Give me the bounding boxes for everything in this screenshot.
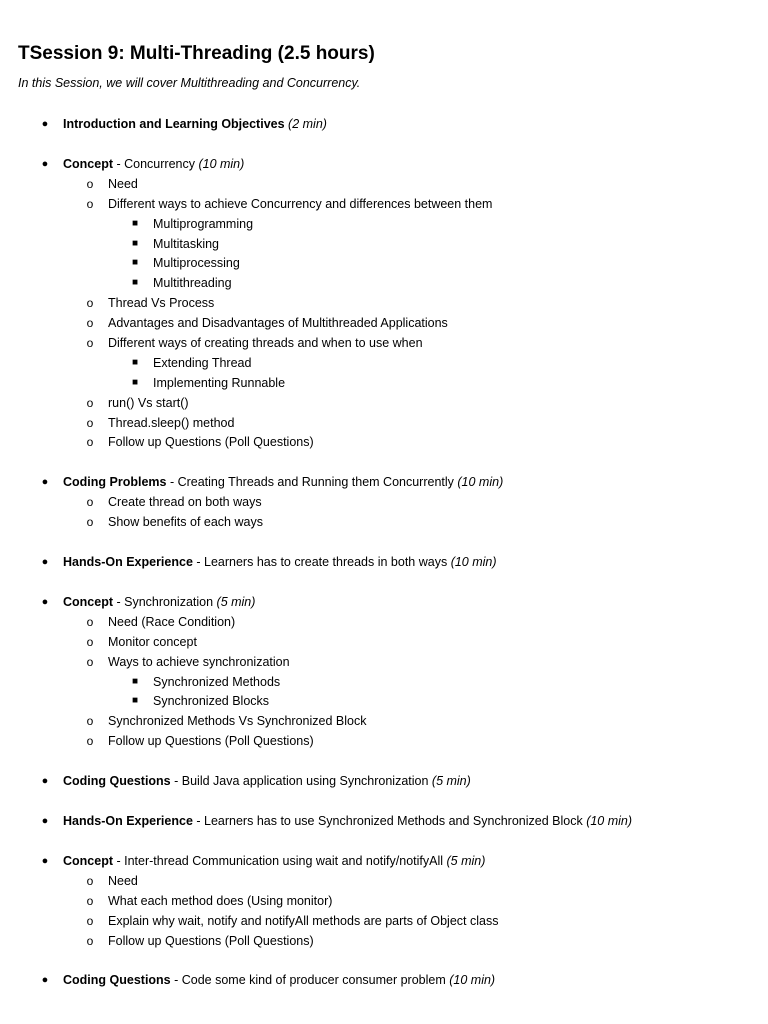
item-description: Multithreading	[153, 276, 232, 290]
item-description: Follow up Questions (Poll Questions)	[108, 934, 314, 948]
list-item-text	[108, 711, 366, 731]
item-description: Show benefits of each ways	[108, 515, 263, 529]
bullet-marker: o	[86, 894, 94, 908]
list-item-text	[108, 612, 235, 632]
item-description: Need	[108, 177, 138, 191]
item-description: Multiprogramming	[153, 217, 254, 231]
item-description: - Synchronization	[113, 595, 217, 609]
list-item-text	[63, 771, 471, 791]
bullet-marker: ■	[131, 695, 139, 706]
item-heading: Concept	[63, 854, 113, 868]
item-description: Explain why wait, notify and notifyAll methods are parts of Object class	[108, 914, 499, 928]
item-description: - Learners has to create threads in both ways	[192, 555, 451, 569]
item-description: - Build Java application using Synchronization	[170, 774, 432, 788]
list-item-text	[108, 512, 263, 532]
item-description: Create thread on both ways	[108, 495, 262, 509]
list-item-text	[63, 114, 327, 134]
bullet-marker: o	[86, 874, 94, 888]
list-item-text	[153, 253, 240, 273]
bullet-marker: o	[86, 416, 94, 430]
list-item-text	[153, 353, 251, 373]
list-item-text	[63, 811, 632, 831]
item-heading: Hands-On Experience	[63, 555, 193, 569]
item-duration: (2 min)	[288, 117, 327, 131]
item-duration: (10 min)	[198, 157, 245, 171]
item-description: Extending Thread	[153, 356, 252, 370]
item-description: What each method does (Using monitor)	[108, 894, 333, 908]
bullet-marker: o	[86, 714, 94, 728]
bullet-marker: o	[86, 615, 94, 629]
list-item-text	[63, 970, 495, 990]
bullet-marker: ■	[131, 218, 139, 229]
bullet-marker: ●	[41, 775, 49, 787]
item-description: Multiprocessing	[153, 256, 240, 270]
bullet-marker: o	[86, 515, 94, 529]
item-description: Different ways of creating threads and when to use when	[108, 336, 423, 350]
bullet-marker: o	[86, 316, 94, 330]
bullet-marker: o	[86, 635, 94, 649]
bullet-marker: o	[86, 197, 94, 211]
list-item-text	[153, 672, 280, 692]
page-title: TSession 9: Multi-Threading (2.5 hours)	[18, 43, 375, 64]
list-item-text	[108, 293, 214, 313]
item-description: - Concurrency	[113, 157, 199, 171]
list-item-text	[108, 492, 262, 512]
list-item-text	[153, 273, 232, 293]
list-item-text	[108, 871, 138, 891]
list-item-text	[108, 432, 314, 452]
bullet-marker: ■	[131, 277, 139, 288]
item-description: Thread Vs Process	[108, 296, 215, 310]
bullet-marker: ■	[131, 257, 139, 268]
bullet-marker: ●	[41, 596, 49, 608]
list-item-text	[63, 552, 497, 572]
item-duration: (10 min)	[450, 555, 497, 569]
list-item-text	[63, 592, 255, 612]
item-description: Synchronized Blocks	[153, 694, 270, 708]
list-item-text	[153, 691, 269, 711]
item-description: Synchronized Methods Vs Synchronized Block	[108, 714, 367, 728]
item-duration: (10 min)	[449, 973, 496, 987]
bullet-marker: ●	[41, 815, 49, 827]
bullet-marker: o	[86, 177, 94, 191]
bullet-marker: ■	[131, 357, 139, 368]
list-item-text	[153, 234, 219, 254]
bullet-marker: o	[86, 914, 94, 928]
item-heading: Introduction and Learning Objectives	[63, 117, 285, 131]
list-item-text	[108, 891, 332, 911]
list-item-text	[108, 652, 290, 672]
intro-text: In this Session, we will cover Multithreading and Concurrency.	[18, 76, 361, 90]
item-description: Ways to achieve synchronization	[108, 655, 290, 669]
item-duration: (10 min)	[457, 475, 504, 489]
bullet-marker: ●	[41, 855, 49, 867]
bullet-marker: ■	[131, 377, 139, 388]
bullet-marker: ●	[41, 556, 49, 568]
item-heading: Coding Questions	[63, 973, 171, 987]
list-item-text	[63, 154, 244, 174]
bullet-marker: ●	[41, 476, 49, 488]
item-description: Thread.sleep() method	[108, 416, 235, 430]
bullet-marker: ●	[41, 118, 49, 130]
item-heading: Concept	[63, 595, 113, 609]
item-description: Synchronized Methods	[153, 675, 281, 689]
list-item-text	[108, 313, 448, 333]
item-description: Monitor concept	[108, 635, 197, 649]
item-description: run() Vs start()	[108, 396, 189, 410]
item-description: - Creating Threads and Running them Concurrently	[166, 475, 458, 489]
list-item-text	[108, 174, 138, 194]
item-duration: (5 min)	[431, 774, 471, 788]
item-heading: Coding Questions	[63, 774, 171, 788]
item-description: - Learners has to use Synchronized Methods and Synchronized Block	[192, 814, 587, 828]
bullet-marker: o	[86, 495, 94, 509]
bullet-marker: o	[86, 934, 94, 948]
item-duration: (5 min)	[446, 854, 486, 868]
list-item-text	[108, 413, 234, 433]
item-duration: (10 min)	[586, 814, 633, 828]
item-heading: Coding Problems	[63, 475, 167, 489]
list-item-text	[63, 472, 503, 492]
list-item-text	[108, 931, 314, 951]
list-item-text	[108, 333, 423, 353]
bullet-marker: o	[86, 734, 94, 748]
bullet-marker: o	[86, 336, 94, 350]
list-item-text	[108, 911, 498, 931]
item-description: Multitasking	[153, 237, 219, 251]
list-item-text	[108, 194, 492, 214]
item-description: Need (Race Condition)	[108, 615, 236, 629]
item-description: - Inter-thread Communication using wait and notify/notifyAll	[113, 854, 447, 868]
list-item-text	[63, 851, 485, 871]
item-duration: (5 min)	[216, 595, 256, 609]
list-item-text	[108, 731, 314, 751]
bullet-marker: o	[86, 396, 94, 410]
bullet-marker: ●	[41, 158, 49, 170]
item-description: Different ways to achieve Concurrency and differences between them	[108, 197, 493, 211]
bullet-marker: ■	[131, 238, 139, 249]
list-item-text	[153, 214, 253, 234]
item-description: Follow up Questions (Poll Questions)	[108, 734, 314, 748]
list-item-text	[108, 632, 197, 652]
item-description: Need	[108, 874, 138, 888]
item-description: Implementing Runnable	[153, 376, 286, 390]
bullet-marker: o	[86, 296, 94, 310]
bullet-marker: ●	[41, 974, 49, 986]
item-heading: Hands-On Experience	[63, 814, 193, 828]
bullet-marker: o	[86, 435, 94, 449]
list-item-text	[108, 393, 189, 413]
item-description: - Code some kind of producer consumer problem	[170, 973, 450, 987]
item-description: Advantages and Disadvantages of Multithreaded Applications	[108, 316, 448, 330]
list-item-text	[153, 373, 285, 393]
item-description: Follow up Questions (Poll Questions)	[108, 435, 314, 449]
bullet-marker: ■	[131, 676, 139, 687]
bullet-marker: o	[86, 655, 94, 669]
item-heading: Concept	[63, 157, 113, 171]
